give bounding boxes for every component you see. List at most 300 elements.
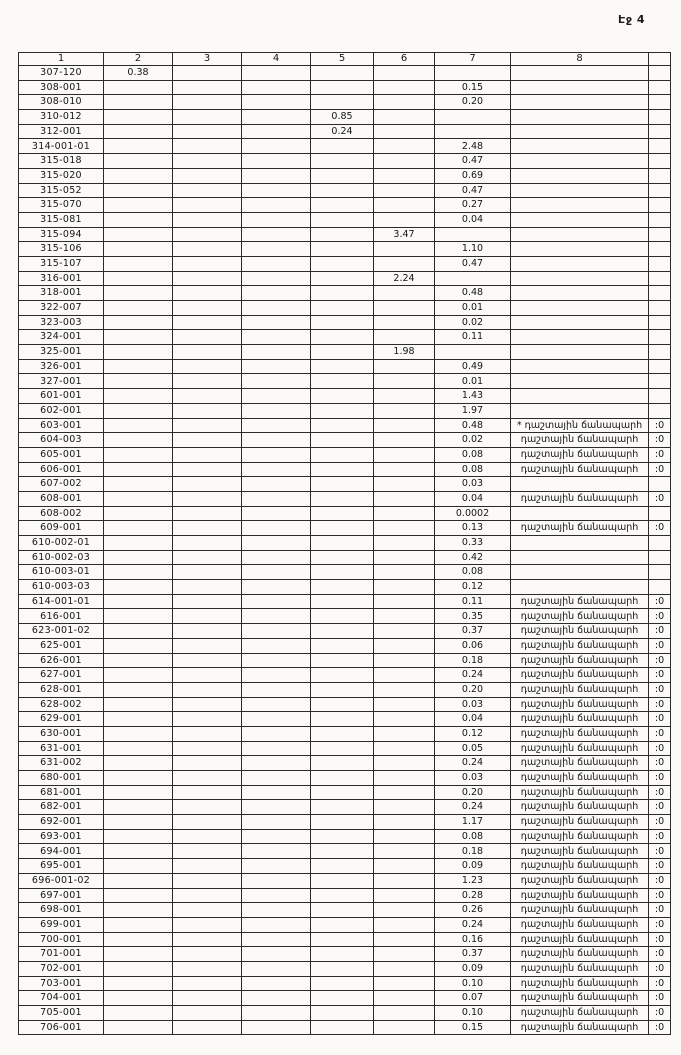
value-cell-col2 (104, 462, 173, 477)
value-cell-col7: 0.16 (435, 932, 511, 947)
parcel-code-cell: 705-001 (19, 1006, 104, 1021)
parcel-code-cell: 706-001 (19, 1020, 104, 1035)
value-cell-col6 (374, 682, 435, 697)
table-row (19, 271, 671, 286)
parcel-code-cell: 312-001 (19, 124, 104, 139)
value-cell-col4 (242, 462, 311, 477)
value-cell-col3 (173, 110, 242, 125)
parcel-code-cell: 608-001 (19, 491, 104, 506)
value-cell-col6 (374, 697, 435, 712)
value-cell-col3 (173, 565, 242, 580)
land-use-note-cell: դաշտային ճանապարհ (511, 491, 649, 506)
parcel-code-cell: 628-001 (19, 682, 104, 697)
land-use-note-cell (511, 565, 649, 580)
parcel-code-cell: 315-107 (19, 256, 104, 271)
value-cell-col7 (435, 110, 511, 125)
value-cell-col5 (311, 212, 374, 227)
parcel-code-cell: 603-001 (19, 418, 104, 433)
value-cell-col7: 0.09 (435, 859, 511, 874)
value-cell-col3 (173, 286, 242, 301)
value-cell-col4 (242, 726, 311, 741)
page-number-label: Էջ 4 (618, 13, 645, 26)
land-use-note-cell: դաշտային ճանապարհ (511, 888, 649, 903)
value-cell-col3 (173, 124, 242, 139)
parcel-code-cell: 602-001 (19, 403, 104, 418)
value-cell-col7: 0.27 (435, 198, 511, 213)
value-cell-col6 (374, 741, 435, 756)
parcel-code-cell: 628-002 (19, 697, 104, 712)
table-row (19, 873, 671, 888)
value-cell-col6 (374, 139, 435, 154)
value-cell-col6 (374, 286, 435, 301)
margin-mark (649, 198, 671, 213)
parcel-code-cell: 610-002-03 (19, 550, 104, 565)
value-cell-col7: 0.11 (435, 330, 511, 345)
table-body (19, 66, 671, 1035)
value-cell-col4 (242, 418, 311, 433)
parcel-code-cell: 682-001 (19, 800, 104, 815)
value-cell-col5 (311, 447, 374, 462)
value-cell-col6 (374, 800, 435, 815)
land-use-note-cell (511, 330, 649, 345)
value-cell-col5 (311, 139, 374, 154)
parcel-code-cell: 631-001 (19, 741, 104, 756)
land-use-note-cell: դաշտային ճանապարհ (511, 947, 649, 962)
land-use-note-cell: դաշտային ճանապարհ (511, 873, 649, 888)
margin-mark (649, 580, 671, 595)
land-use-note-cell: դաշտային ճանապարհ (511, 521, 649, 536)
value-cell-col5 (311, 198, 374, 213)
land-use-note-cell (511, 477, 649, 492)
margin-mark: :0 (649, 844, 671, 859)
value-cell-col2 (104, 785, 173, 800)
value-cell-col5 (311, 638, 374, 653)
value-cell-col3 (173, 256, 242, 271)
value-cell-col7: 2.48 (435, 139, 511, 154)
value-cell-col6 (374, 447, 435, 462)
value-cell-col5 (311, 668, 374, 683)
value-cell-col7: 0.20 (435, 682, 511, 697)
margin-column-header (649, 53, 671, 66)
value-cell-col2 (104, 961, 173, 976)
land-use-note-cell (511, 286, 649, 301)
value-cell-col3 (173, 682, 242, 697)
value-cell-col3 (173, 726, 242, 741)
value-cell-col3 (173, 668, 242, 683)
land-use-note-cell: * դաշտային ճանապարհ (511, 418, 649, 433)
value-cell-col7: 0.09 (435, 961, 511, 976)
value-cell-col7: 0.24 (435, 668, 511, 683)
value-cell-col6 (374, 95, 435, 110)
value-cell-col6 (374, 1006, 435, 1021)
table-row (19, 726, 671, 741)
table-row (19, 330, 671, 345)
value-cell-col6 (374, 477, 435, 492)
value-cell-col2 (104, 491, 173, 506)
margin-mark (649, 256, 671, 271)
margin-mark: :0 (649, 961, 671, 976)
value-cell-col2 (104, 1020, 173, 1035)
table-row (19, 212, 671, 227)
parcel-code-cell: 627-001 (19, 668, 104, 683)
column-header-4: 4 (242, 53, 311, 66)
value-cell-col2 (104, 359, 173, 374)
value-cell-col2 (104, 800, 173, 815)
parcel-code-cell: 326-001 (19, 359, 104, 374)
value-cell-col4 (242, 624, 311, 639)
table-row (19, 345, 671, 360)
value-cell-col2 (104, 330, 173, 345)
value-cell-col5 (311, 785, 374, 800)
value-cell-col5 (311, 286, 374, 301)
value-cell-col7: 0.13 (435, 521, 511, 536)
parcel-code-cell: 325-001 (19, 345, 104, 360)
value-cell-col7: 0.03 (435, 697, 511, 712)
value-cell-col5 (311, 477, 374, 492)
value-cell-col2 (104, 227, 173, 242)
margin-mark: :0 (649, 903, 671, 918)
table-row (19, 800, 671, 815)
value-cell-col7: 0.35 (435, 609, 511, 624)
table-row (19, 227, 671, 242)
value-cell-col4 (242, 491, 311, 506)
land-use-note-cell: դաշտային ճանապարհ (511, 712, 649, 727)
land-use-note-cell (511, 110, 649, 125)
land-use-note-cell: դաշտային ճանապարհ (511, 1020, 649, 1035)
parcel-code-cell: 315-070 (19, 198, 104, 213)
land-use-note-cell (511, 374, 649, 389)
margin-mark: :0 (649, 873, 671, 888)
value-cell-col5 (311, 271, 374, 286)
value-cell-col4 (242, 183, 311, 198)
value-cell-col6 (374, 580, 435, 595)
value-cell-col4 (242, 741, 311, 756)
margin-mark (649, 212, 671, 227)
table-row (19, 315, 671, 330)
value-cell-col7: 1.17 (435, 815, 511, 830)
value-cell-col5 (311, 389, 374, 404)
parcel-code-cell: 681-001 (19, 785, 104, 800)
value-cell-col2 (104, 888, 173, 903)
table-row (19, 242, 671, 257)
value-cell-col3 (173, 80, 242, 95)
table-row (19, 815, 671, 830)
margin-mark (649, 403, 671, 418)
value-cell-col3 (173, 712, 242, 727)
parcel-code-cell: 324-001 (19, 330, 104, 345)
parcel-code-cell: 693-001 (19, 829, 104, 844)
value-cell-col3 (173, 947, 242, 962)
value-cell-col7: 0.11 (435, 594, 511, 609)
value-cell-col6 (374, 785, 435, 800)
value-cell-col3 (173, 800, 242, 815)
value-cell-col5 (311, 756, 374, 771)
margin-mark: :0 (649, 756, 671, 771)
value-cell-col4 (242, 947, 311, 962)
value-cell-col4 (242, 154, 311, 169)
table-row (19, 609, 671, 624)
margin-mark (649, 330, 671, 345)
value-cell-col4 (242, 594, 311, 609)
value-cell-col3 (173, 477, 242, 492)
margin-mark (649, 301, 671, 316)
land-use-note-cell (511, 403, 649, 418)
value-cell-col2 (104, 624, 173, 639)
value-cell-col6 (374, 80, 435, 95)
value-cell-col5 (311, 183, 374, 198)
value-cell-col6 (374, 198, 435, 213)
table-row (19, 286, 671, 301)
value-cell-col6 (374, 506, 435, 521)
value-cell-col2 (104, 1006, 173, 1021)
table-row (19, 491, 671, 506)
table-row (19, 565, 671, 580)
value-cell-col4 (242, 976, 311, 991)
land-use-note-cell: դաշտային ճանապարհ (511, 594, 649, 609)
value-cell-col5 (311, 873, 374, 888)
margin-mark: :0 (649, 741, 671, 756)
value-cell-col4 (242, 139, 311, 154)
margin-mark: :0 (649, 1020, 671, 1035)
table-row (19, 374, 671, 389)
value-cell-col5 (311, 462, 374, 477)
value-cell-col7 (435, 124, 511, 139)
table-row (19, 536, 671, 551)
value-cell-col3 (173, 580, 242, 595)
value-cell-col6 (374, 844, 435, 859)
value-cell-col5 (311, 565, 374, 580)
table-row (19, 947, 671, 962)
table-row (19, 550, 671, 565)
margin-mark: :0 (649, 800, 671, 815)
value-cell-col4 (242, 212, 311, 227)
land-use-note-cell: դաշտային ճանապարհ (511, 447, 649, 462)
margin-mark: :0 (649, 418, 671, 433)
value-cell-col7: 0.69 (435, 168, 511, 183)
value-cell-col7: 0.15 (435, 1020, 511, 1035)
value-cell-col6 (374, 433, 435, 448)
land-use-note-cell: դաշտային ճանապարհ (511, 462, 649, 477)
value-cell-col6 (374, 168, 435, 183)
value-cell-col6 (374, 462, 435, 477)
value-cell-col4 (242, 1006, 311, 1021)
value-cell-col7: 0.02 (435, 433, 511, 448)
table-row (19, 462, 671, 477)
value-cell-col3 (173, 815, 242, 830)
value-cell-col5 (311, 976, 374, 991)
value-cell-col2 (104, 741, 173, 756)
parcel-code-cell: 318-001 (19, 286, 104, 301)
value-cell-col5 (311, 168, 374, 183)
value-cell-col3 (173, 521, 242, 536)
parcel-code-cell: 322-007 (19, 301, 104, 316)
value-cell-col7: 0.37 (435, 624, 511, 639)
table-row (19, 447, 671, 462)
land-use-note-cell: դաշտային ճանապարհ (511, 653, 649, 668)
land-use-note-cell (511, 256, 649, 271)
value-cell-col3 (173, 506, 242, 521)
margin-mark (649, 154, 671, 169)
value-cell-col2 (104, 315, 173, 330)
value-cell-col2 (104, 242, 173, 257)
value-cell-col2 (104, 477, 173, 492)
value-cell-col3 (173, 932, 242, 947)
value-cell-col2 (104, 638, 173, 653)
land-use-note-cell: դաշտային ճանապարհ (511, 726, 649, 741)
value-cell-col3 (173, 183, 242, 198)
value-cell-col2 (104, 859, 173, 874)
value-cell-col3 (173, 888, 242, 903)
margin-mark: :0 (649, 771, 671, 786)
value-cell-col7: 0.04 (435, 712, 511, 727)
value-cell-col4 (242, 477, 311, 492)
value-cell-col7: 0.15 (435, 80, 511, 95)
value-cell-col7: 0.48 (435, 418, 511, 433)
value-cell-col2 (104, 609, 173, 624)
value-cell-col6 (374, 66, 435, 81)
margin-mark: :0 (649, 917, 671, 932)
value-cell-col4 (242, 961, 311, 976)
margin-mark (649, 242, 671, 257)
value-cell-col7 (435, 271, 511, 286)
value-cell-col7: 0.08 (435, 829, 511, 844)
margin-mark (649, 183, 671, 198)
value-cell-col2 (104, 95, 173, 110)
value-cell-col5 (311, 433, 374, 448)
value-cell-col4 (242, 932, 311, 947)
value-cell-col3 (173, 271, 242, 286)
value-cell-col5 (311, 580, 374, 595)
value-cell-col4 (242, 800, 311, 815)
table-row (19, 80, 671, 95)
table-row (19, 668, 671, 683)
value-cell-col3 (173, 785, 242, 800)
value-cell-col6 (374, 932, 435, 947)
value-cell-col5 (311, 624, 374, 639)
margin-mark: :0 (649, 829, 671, 844)
value-cell-col6 (374, 653, 435, 668)
value-cell-col5 (311, 506, 374, 521)
land-use-note-cell: դաշտային ճանապարհ (511, 756, 649, 771)
margin-mark (649, 345, 671, 360)
value-cell-col2 (104, 345, 173, 360)
value-cell-col4 (242, 447, 311, 462)
margin-mark (649, 565, 671, 580)
land-use-note-cell (511, 212, 649, 227)
value-cell-col5 (311, 726, 374, 741)
value-cell-col2 (104, 697, 173, 712)
table-row (19, 844, 671, 859)
value-cell-col6 (374, 756, 435, 771)
value-cell-col7: 0.26 (435, 903, 511, 918)
value-cell-col6 (374, 256, 435, 271)
value-cell-col3 (173, 198, 242, 213)
value-cell-col2: 0.38 (104, 66, 173, 81)
value-cell-col2 (104, 756, 173, 771)
value-cell-col6 (374, 917, 435, 932)
table-row (19, 888, 671, 903)
value-cell-col7: 0.08 (435, 462, 511, 477)
value-cell-col4 (242, 521, 311, 536)
parcel-code-cell: 610-002-01 (19, 536, 104, 551)
value-cell-col3 (173, 374, 242, 389)
value-cell-col4 (242, 653, 311, 668)
parcel-code-cell: 308-001 (19, 80, 104, 95)
margin-mark (649, 315, 671, 330)
value-cell-col5 (311, 418, 374, 433)
value-cell-col4 (242, 359, 311, 374)
parcel-code-cell: 609-001 (19, 521, 104, 536)
value-cell-col6 (374, 888, 435, 903)
land-use-note-cell: դաշտային ճանապարհ (511, 785, 649, 800)
value-cell-col2 (104, 550, 173, 565)
value-cell-col2 (104, 947, 173, 962)
value-cell-col2 (104, 124, 173, 139)
margin-mark: :0 (649, 682, 671, 697)
land-use-note-cell: դաշտային ճանապարհ (511, 741, 649, 756)
land-use-note-cell (511, 95, 649, 110)
land-use-note-cell: դաշտային ճանապարհ (511, 638, 649, 653)
parcel-code-cell: 315-020 (19, 168, 104, 183)
parcel-code-cell: 608-002 (19, 506, 104, 521)
table-row (19, 859, 671, 874)
land-use-note-cell: դաշտային ճանապարհ (511, 697, 649, 712)
value-cell-col6: 3.47 (374, 227, 435, 242)
value-cell-col7: 0.47 (435, 183, 511, 198)
value-cell-col2 (104, 991, 173, 1006)
margin-mark (649, 477, 671, 492)
parcel-code-cell: 601-001 (19, 389, 104, 404)
value-cell-col6 (374, 124, 435, 139)
parcel-code-cell: 310-012 (19, 110, 104, 125)
value-cell-col3 (173, 491, 242, 506)
land-use-note-cell (511, 66, 649, 81)
value-cell-col2 (104, 271, 173, 286)
value-cell-col3 (173, 154, 242, 169)
value-cell-col2 (104, 168, 173, 183)
value-cell-col4 (242, 242, 311, 257)
table-row (19, 961, 671, 976)
land-use-note-cell: դաշտային ճանապարհ (511, 771, 649, 786)
table-row (19, 594, 671, 609)
value-cell-col5 (311, 521, 374, 536)
value-cell-col5: 0.85 (311, 110, 374, 125)
table-row (19, 932, 671, 947)
value-cell-col2 (104, 580, 173, 595)
table-row (19, 771, 671, 786)
value-cell-col7: 0.08 (435, 447, 511, 462)
value-cell-col2 (104, 212, 173, 227)
parcel-code-cell: 631-002 (19, 756, 104, 771)
table-row (19, 829, 671, 844)
value-cell-col2 (104, 183, 173, 198)
value-cell-col7: 1.23 (435, 873, 511, 888)
parcel-code-cell: 314-001-01 (19, 139, 104, 154)
value-cell-col7: 0.48 (435, 286, 511, 301)
value-cell-col7: 1.43 (435, 389, 511, 404)
land-use-note-cell: դաշտային ճանապարհ (511, 668, 649, 683)
value-cell-col2 (104, 447, 173, 462)
land-use-note-cell: դաշտային ճանապարհ (511, 859, 649, 874)
value-cell-col3 (173, 991, 242, 1006)
value-cell-col5 (311, 991, 374, 1006)
value-cell-col4 (242, 506, 311, 521)
table-row (19, 506, 671, 521)
value-cell-col7 (435, 227, 511, 242)
column-header-5: 5 (311, 53, 374, 66)
value-cell-col2 (104, 521, 173, 536)
value-cell-col2 (104, 80, 173, 95)
